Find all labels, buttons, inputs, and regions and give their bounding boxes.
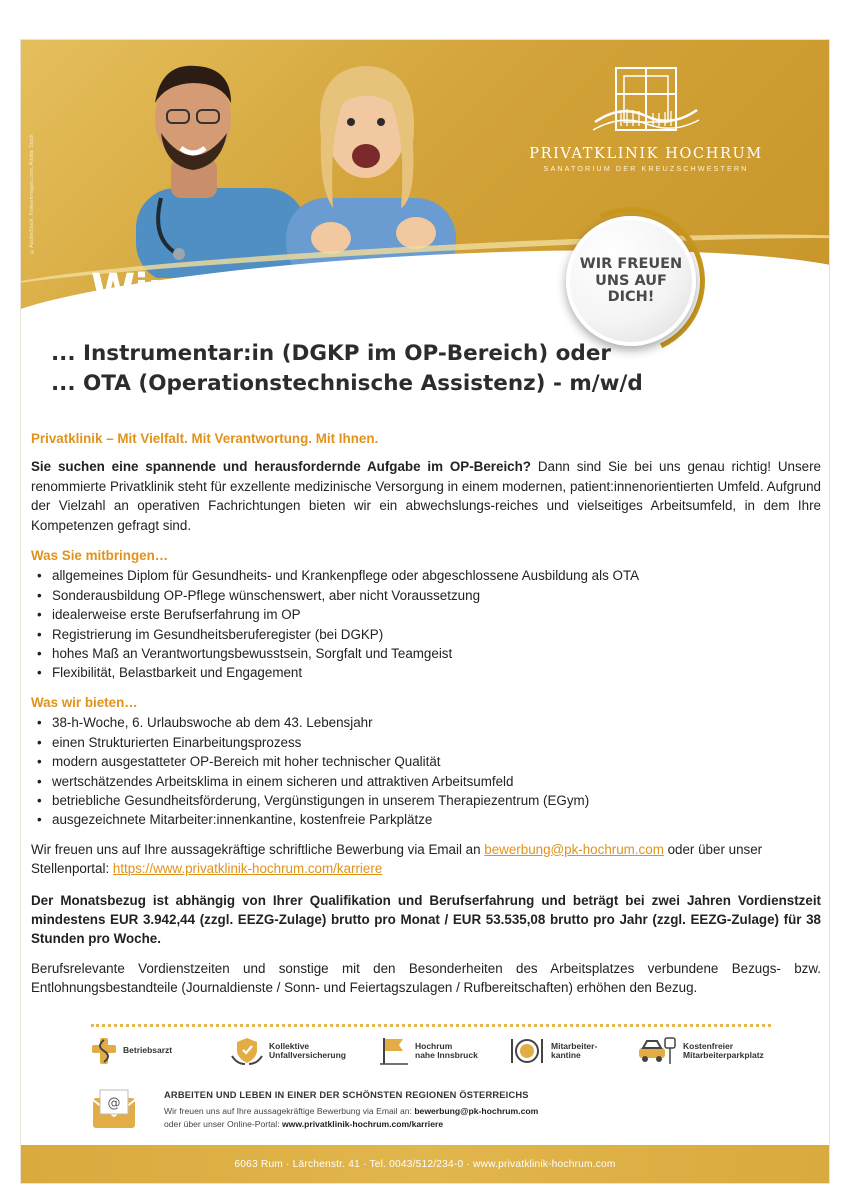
benefit-label	[269, 1042, 346, 1061]
intro-paragraph	[31, 457, 821, 535]
photo-credit: ©AdobeStock, Krakenimages.com, Adobe Stock	[29, 134, 35, 254]
car-parking-icon	[637, 1036, 677, 1066]
offers-list	[31, 713, 821, 829]
footer-address: 6063 Rum · Lärchenstr. 41 · Tel. 0043/512/234-0 · www.privatklinik-hochrum.com	[234, 1158, 616, 1170]
career-portal-link[interactable]: https://www.privatklinik-hochrum.com/karriere	[112, 861, 383, 877]
benefit-label-line2: kantine	[551, 1050, 581, 1060]
clinic-subtitle: SANATORIUM DER KREUZSCHWESTERN	[543, 164, 749, 173]
contact-heading: ARBEITEN UND LEBEN IN EINER DER SCHÖNSTEN REGIONEN ÖSTERREICHS	[164, 1090, 529, 1100]
hero-banner	[21, 40, 829, 340]
benefit-label-line1: Mitarbeiter-	[551, 1040, 598, 1051]
tagline: Privatklinik – Mit Vielfalt. Mit Verantwortung. Mit Ihnen.	[31, 431, 379, 446]
benefit-label-line1: Kollektive	[269, 1040, 310, 1051]
job-title-2: ... OTA (Operationstechnische Assistenz) - m/w/d	[51, 371, 643, 396]
offers-title: Was wir bieten…	[31, 694, 138, 710]
welcome-badge	[566, 216, 696, 346]
intro-text: Dann sind Sie bei uns genau richtig! Unsere renommierte Privatklinik steht für exzellente medizinische Versorgung in einem modernen, patient:innenorientierten Umfeld. Aufgrund der Vielzahl an operativen Fachrichtungen bieten wir ein abwechslungs-reiches und vielseitiges Arbeitsumfeld, in dem Ihre Kompetenzen gefragt sind.	[31, 459, 821, 533]
list-item: • betriebliche Gesundheitsförderung, Vergünstigungen in unserem Therapiezentrum (EGym)	[31, 791, 821, 810]
benefit-location	[379, 1036, 478, 1066]
benefit-label	[123, 1046, 172, 1056]
dotted-divider	[91, 1024, 771, 1027]
list-item: • Sonderausbildung OP-Pflege wünschenswert, aber nicht Voraussetzung	[31, 586, 821, 605]
shield-hands-icon	[231, 1036, 263, 1066]
requirements-list	[31, 566, 821, 682]
footer-bar	[21, 1145, 829, 1183]
list-item: • wertschätzendes Arbeitsklima in einem sicheren und attraktiven Arbeitsumfeld	[31, 772, 821, 791]
benefit-canteen	[509, 1036, 597, 1066]
list-item: • einen Strukturierten Einarbeitungsprozess	[31, 733, 821, 752]
job-posting-page	[20, 39, 830, 1184]
list-item: • 38-h-Woche, 6. Urlaubswoche ab dem 43. Lebensjahr	[31, 713, 821, 732]
intro-bold: Sie suchen eine spannende und herausfordernde Aufgabe im OP-Bereich?	[31, 459, 531, 475]
staff-photo	[81, 48, 501, 278]
contact-portal[interactable]: www.privatklinik-hochrum.com/karriere	[282, 1119, 444, 1129]
list-item: • modern ausgestatteter OP-Bereich mit hoher technischer Qualität	[31, 752, 821, 771]
job-titles	[51, 339, 643, 399]
contact-line-email	[164, 1106, 538, 1116]
email-icon	[91, 1088, 137, 1130]
salary-info: Der Monatsbezug ist abhängig von Ihrer Qualifikation und Berufserfahrung und beträgt bei zwei Jahren Vordienstzeit mindestens EUR 3.942,44 (zzgl. EEZG-Zulage) brutto pro Monat / EUR 53.535,08 brutto pro Jahr (zzgl. EEZG-Zulage) für 38 Stunden pro Woche.	[31, 892, 821, 947]
benefit-label	[415, 1042, 478, 1061]
benefit-label-line1: Betriebsarzt	[123, 1045, 173, 1056]
list-item: • allgemeines Diplom für Gesundheits- und Krankenpflege oder abgeschlossene Ausbildung als OTA	[31, 566, 821, 585]
requirements-title: Was Sie mitbringen…	[31, 548, 169, 564]
clinic-logo-mark-icon	[591, 64, 701, 144]
list-item: • ausgezeichnete Mitarbeiter:innenkantine, kostenfreie Parkplätze	[31, 810, 821, 829]
contact-line-portal	[164, 1119, 443, 1129]
list-item: • hohes Maß an Verantwortungsbewusstsein, Sorgfalt und Teamgeist	[31, 644, 821, 663]
clinic-logo	[521, 64, 771, 209]
application-email-link[interactable]: bewerbung@pk-hochrum.com	[484, 841, 664, 857]
list-item: • Registrierung im Gesundheitsberuferegister (bei DGKP)	[31, 625, 821, 644]
hero-headline: Wir suchen ...	[91, 266, 396, 312]
benefit-label-line1: Hochrum	[415, 1040, 453, 1051]
flag-icon	[379, 1036, 409, 1066]
additional-pay-info: Berufsrelevante Vordienstzeiten und sonstige mit den Besonderheiten des Arbeitsplatzes verbundene Bezugs- bzw. Entlohnungsbestandteile (Journaldienste / Sonn- und Feiertagszulagen / Rufbereitschaften) erhöhen den Bezug.	[31, 960, 821, 996]
benefit-label-line1: Kostenfreier	[683, 1040, 734, 1051]
contact-line-text: oder über unser Online-Portal:	[164, 1119, 282, 1129]
contact-email[interactable]: bewerbung@pk-hochrum.com	[414, 1106, 539, 1116]
benefit-parking	[637, 1036, 764, 1066]
benefit-label-line2: Unfallversicherung	[269, 1050, 346, 1060]
job-title-1: ... Instrumentar:in (DGKP im OP-Bereich) oder	[51, 341, 612, 366]
benefits-row	[91, 1036, 781, 1080]
contact-line-text: Wir freuen uns auf Ihre aussagekräftige Bewerbung via Email an:	[164, 1106, 415, 1116]
benefit-company-doctor	[91, 1036, 172, 1066]
benefit-accident-insurance	[231, 1036, 346, 1066]
welcome-badge-text: WIR FREUEN UNS AUF DICH!	[579, 255, 683, 306]
apply-text-1: Wir freuen uns auf Ihre aussagekräftige schriftliche Bewerbung via Email an	[31, 841, 485, 857]
medical-icon	[91, 1036, 117, 1066]
plate-cutlery-icon	[509, 1036, 545, 1066]
apply-text-2: oder über unser Stellenportal:	[31, 841, 763, 877]
list-item: • idealerweise erste Berufserfahrung im OP	[31, 605, 821, 624]
benefit-label-line2: nahe Innsbruck	[415, 1050, 478, 1060]
benefit-label	[551, 1042, 597, 1061]
svg-text:@: @	[107, 1096, 121, 1111]
contact-block	[91, 1086, 771, 1136]
list-item: • Flexibilität, Belastbarkeit und Engagement	[31, 663, 821, 682]
application-info	[31, 840, 821, 879]
benefit-label	[683, 1042, 764, 1061]
clinic-name: PRIVATKLINIK HOCHRUM	[529, 146, 763, 162]
job-description	[31, 429, 821, 998]
benefit-label-line2: Mitarbeiterparkplatz	[683, 1050, 764, 1060]
